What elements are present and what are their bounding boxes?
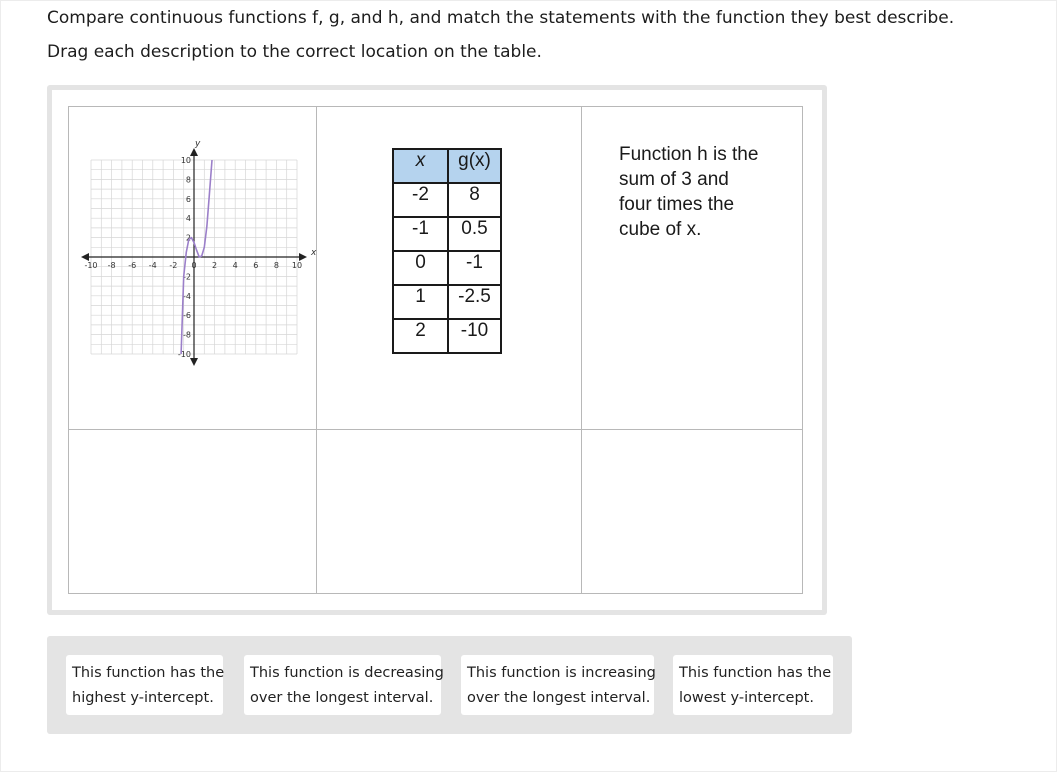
y-tick-label: 4	[185, 214, 191, 224]
x-tick-label: 6	[253, 261, 259, 270]
header-x: x	[393, 149, 448, 183]
graph-f	[83, 139, 317, 372]
table-g-cell	[317, 107, 582, 430]
drag-instruction-text: Drag each description to the correct location on the table.	[47, 42, 542, 62]
tile-increasing-longest[interactable]: This function is increasing over the longest interval.	[461, 655, 654, 715]
y-tick-label: 2	[185, 233, 191, 243]
x-tick-label: 10	[291, 261, 303, 270]
drop-zone-f[interactable]	[69, 430, 317, 594]
g-value-table	[392, 148, 502, 354]
function-h-description: Function h is the sum of 3 and four times the cube of x.	[619, 144, 759, 240]
y-axis-label: y	[195, 139, 201, 149]
g-cell: -10	[448, 319, 501, 353]
tile-decreasing-longest[interactable]: This function is decreasing over the longest interval.	[244, 655, 441, 715]
g-cell: 8	[448, 183, 501, 217]
x-cell: 1	[393, 285, 448, 319]
x-cell: -2	[393, 183, 448, 217]
y-tick-label: -8	[183, 330, 191, 340]
tile-highest-y-intercept[interactable]: This function has the highest y-intercept.	[66, 655, 223, 715]
x-cell: 0	[393, 251, 448, 285]
x-cell: 2	[393, 319, 448, 353]
x-cell: -1	[393, 217, 448, 251]
g-cell: -1	[448, 251, 501, 285]
x-tick-label: -8	[107, 261, 116, 270]
y-tick-label: -6	[183, 311, 191, 321]
header-gx: g(x)	[448, 149, 501, 183]
y-tick-label: -4	[183, 291, 191, 301]
x-axis-label: x	[311, 248, 317, 258]
graph-f-cell	[69, 107, 317, 430]
tile-tray	[47, 636, 852, 734]
g-cell: -2.5	[448, 285, 501, 319]
answer-table	[68, 106, 803, 594]
x-tick-label: 2	[212, 261, 218, 270]
x-tick-label: 0	[191, 261, 197, 270]
tile-lowest-y-intercept[interactable]: This function has the lowest y-intercept.	[673, 655, 833, 715]
x-tick-label: -4	[148, 261, 157, 270]
y-tick-label: 6	[185, 194, 191, 204]
x-axis-arrow-left	[81, 253, 89, 261]
y-tick-label: 10	[180, 156, 191, 165]
y-tick-label: 8	[185, 175, 191, 185]
x-tick-label: -6	[128, 261, 137, 270]
x-tick-label: -2	[169, 261, 178, 270]
drop-zone-g[interactable]	[317, 430, 582, 594]
instruction-text: Compare continuous functions f, g, and h, and match the statements with the function they best describe.	[47, 8, 955, 28]
function-h-cell	[582, 107, 803, 430]
drop-zone-h[interactable]	[582, 430, 803, 594]
y-tick-label: -10	[177, 350, 191, 359]
x-axis-arrow-right	[299, 253, 307, 261]
y-tick-label: -2	[183, 272, 191, 282]
y-axis-arrow-up	[190, 148, 198, 156]
x-tick-label: 8	[273, 261, 279, 270]
g-cell: 0.5	[448, 217, 501, 251]
y-axis-arrow-down	[190, 358, 198, 366]
x-tick-label: 4	[232, 261, 238, 270]
x-tick-label: -10	[84, 261, 98, 270]
